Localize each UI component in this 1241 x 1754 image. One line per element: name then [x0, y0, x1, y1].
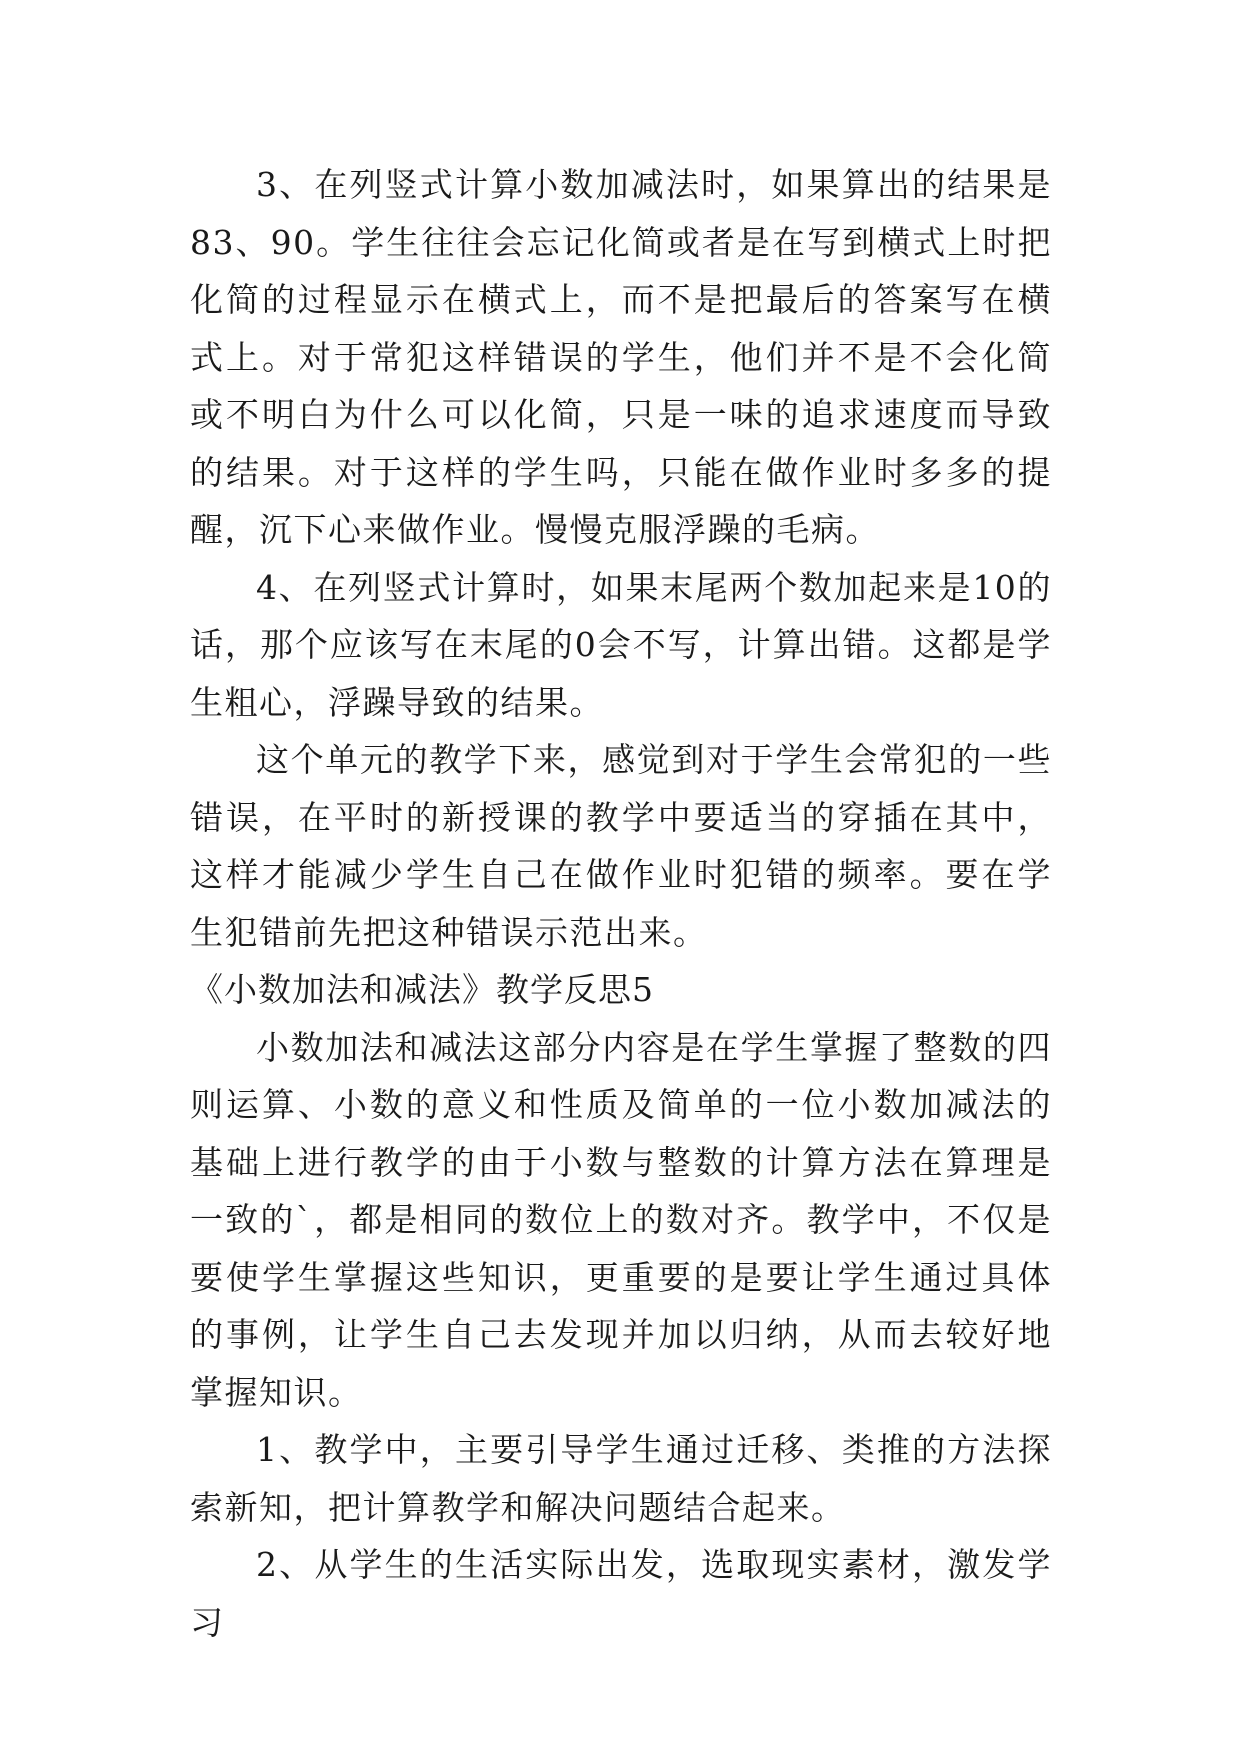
paragraph-item-4: 4、在列竖式计算时，如果末尾两个数加起来是10的话，那个应该写在末尾的0会不写，计算出错。这都是学生粗心，浮躁导致的结果。 [190, 567, 1052, 722]
section-heading: 《小数加法和减法》教学反思5 [190, 970, 654, 1009]
paragraph-unit-summary: 这个单元的教学下来，感觉到对于学生会常犯的一些错误，在平时的新授课的教学中要适当的穿插在其中，这样才能减少学生自己在做作业时犯错的频率。要在学生犯错前先把这种错误示范出来。 [190, 740, 1052, 952]
document-body [190, 156, 1052, 1651]
paragraph-intro: 小数加法和减法这部分内容是在学生掌握了整数的四则运算、小数的意义和性质及简单的一位小数加减法的基础上进行教学的由于小数与整数的计算方法在算理是一致的`，都是相同的数位上的数对齐。教学中，不仅是要使学生掌握这些知识，更重要的是要让学生通过具体的事例，让学生自己去发现并加以归纳，从而去较好地掌握知识。 [190, 1027, 1052, 1412]
paragraph-point-2: 2、从学生的生活实际出发，选取现实素材，激发学习 [190, 1545, 1052, 1642]
paragraph-point-1: 1、教学中，主要引导学生通过迁移、类推的方法探索新知，把计算教学和解决问题结合起来。 [190, 1430, 1052, 1527]
paragraph-item-3: 3、在列竖式计算小数加减法时，如果算出的结果是83、90。学生往往会忘记化简或者是在写到横式上时把化简的过程显示在横式上，而不是把最后的答案写在横式上。对于常犯这样错误的学生，他们并不是不会化简或不明白为什么可以化简，只是一味的追求速度而导致的结果。对于这样的学生吗，只能在做作业时多多的提醒，沉下心来做作业。慢慢克服浮躁的毛病。 [190, 165, 1052, 549]
